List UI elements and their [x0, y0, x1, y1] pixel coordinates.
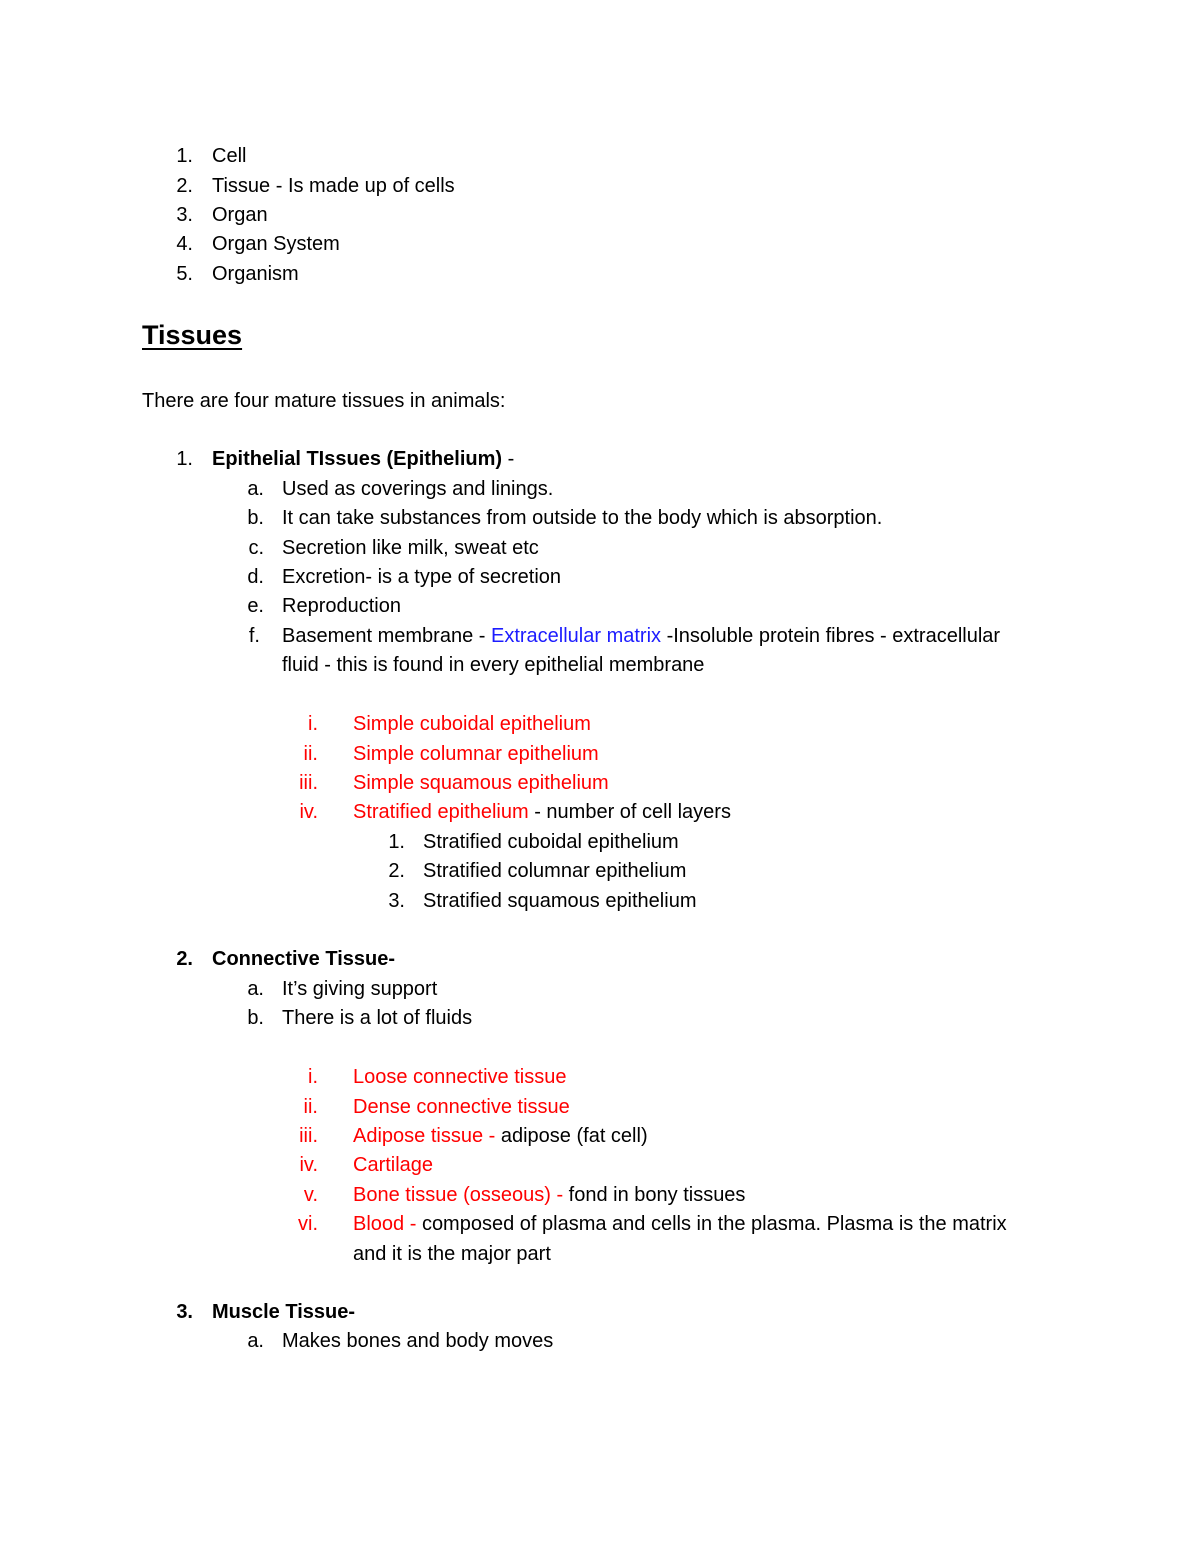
connective-type: [353, 1185, 745, 1205]
list-item: Stratified squamous epithelium: [423, 890, 697, 912]
list-item: Stratified cuboidal epithelium: [423, 831, 679, 853]
list-marker: 1.: [388, 831, 405, 853]
list-item: Organ System: [212, 233, 340, 255]
list-marker: 2.: [176, 175, 193, 197]
list-item: Excretion- is a type of secretion: [282, 566, 562, 588]
epithelium-type: Simple columnar epithelium: [353, 743, 599, 765]
connective-desc: adipose (fat cell): [500, 1125, 648, 1147]
list-marker: a.: [247, 978, 264, 1000]
list-marker: 1.: [176, 448, 193, 470]
epithelium-type: Simple squamous epithelium: [353, 772, 609, 794]
connective-type: [353, 1126, 648, 1146]
list-marker: a.: [247, 1330, 264, 1352]
list-item: Stratified columnar epithelium: [423, 860, 687, 882]
list-marker: 1.: [176, 145, 193, 167]
list-marker: ii.: [303, 1096, 318, 1118]
list-marker: e.: [247, 595, 264, 617]
list-marker: vi.: [298, 1213, 318, 1235]
connective-term: Cartilage: [353, 1154, 434, 1176]
stratified-line: [353, 802, 731, 822]
list-marker: d.: [247, 566, 264, 588]
list-marker: iii.: [299, 772, 318, 794]
connective-type: [353, 1214, 1007, 1234]
connective-term: Loose connective tissue: [353, 1066, 567, 1088]
connective-type: [353, 1155, 433, 1175]
list-marker: 4.: [176, 233, 193, 255]
list-item: It can take substances from outside to the body which is absorption.: [282, 507, 883, 529]
list-item: It’s giving support: [282, 978, 438, 1000]
blood-line-2: and it is the major part: [353, 1243, 551, 1265]
list-marker: f.: [248, 625, 260, 647]
list-marker: b.: [247, 507, 264, 529]
stratified-rest: - number of cell layers: [528, 801, 731, 823]
list-item: Tissue - Is made up of cells: [212, 175, 455, 197]
list-item: Makes bones and body moves: [282, 1330, 554, 1352]
list-item: Reproduction: [282, 595, 401, 617]
extracellular-matrix-term: Extracellular matrix: [490, 625, 662, 647]
epithelial-title-text: Epithelial TIssues (Epithelium): [212, 448, 503, 470]
list-item: Organ: [212, 204, 268, 226]
list-marker: ii.: [303, 743, 318, 765]
epithelium-type: Simple cuboidal epithelium: [353, 713, 591, 735]
connective-term: Adipose tissue -: [353, 1125, 501, 1147]
list-item: Used as coverings and linings.: [282, 478, 554, 500]
basement-membrane-line: [282, 626, 1000, 646]
list-marker: 2.: [176, 948, 193, 970]
list-marker: 3.: [176, 204, 193, 226]
list-marker: i.: [308, 1066, 318, 1088]
intro-text: There are four mature tissues in animals:: [142, 390, 506, 412]
list-marker: i.: [308, 713, 318, 735]
epithelial-title: [212, 449, 514, 469]
list-marker: 2.: [388, 860, 405, 882]
list-marker: iv.: [299, 1154, 318, 1176]
connective-term: Blood -: [353, 1213, 422, 1235]
connective-desc: composed of plasma and cells in the plasma. Plasma is the matrix: [421, 1213, 1007, 1235]
list-item: Secretion like milk, sweat etc: [282, 537, 539, 559]
basement-pre: Basement membrane -: [282, 625, 491, 647]
connective-term: Bone tissue (osseous) -: [353, 1184, 569, 1206]
muscle-title: Muscle Tissue-: [212, 1301, 356, 1323]
basement-membrane-line-2: fluid - this is found in every epithelial membrane: [282, 654, 705, 676]
list-marker: 3.: [388, 890, 405, 912]
basement-post: -Insoluble protein fibres - extracellular: [661, 625, 1001, 647]
connective-desc: fond in bony tissues: [568, 1184, 746, 1206]
list-item: Organism: [212, 263, 299, 285]
section-heading: Tissues: [142, 320, 243, 350]
list-marker: 3.: [176, 1301, 193, 1323]
list-marker: b.: [247, 1007, 264, 1029]
connective-title: Connective Tissue-: [212, 948, 396, 970]
list-marker: c.: [248, 537, 264, 559]
connective-type: [353, 1097, 570, 1117]
connective-term: Dense connective tissue: [353, 1096, 570, 1118]
list-item: There is a lot of fluids: [282, 1007, 473, 1029]
connective-type: [353, 1067, 566, 1087]
list-marker: 5.: [176, 263, 193, 285]
stratified-term: Stratified epithelium: [353, 801, 529, 823]
epithelial-title-suffix: -: [502, 448, 515, 470]
list-marker: iv.: [299, 801, 318, 823]
list-marker: a.: [247, 478, 264, 500]
list-marker: iii.: [299, 1125, 318, 1147]
list-marker: v.: [303, 1184, 318, 1206]
list-item: Cell: [212, 145, 247, 167]
